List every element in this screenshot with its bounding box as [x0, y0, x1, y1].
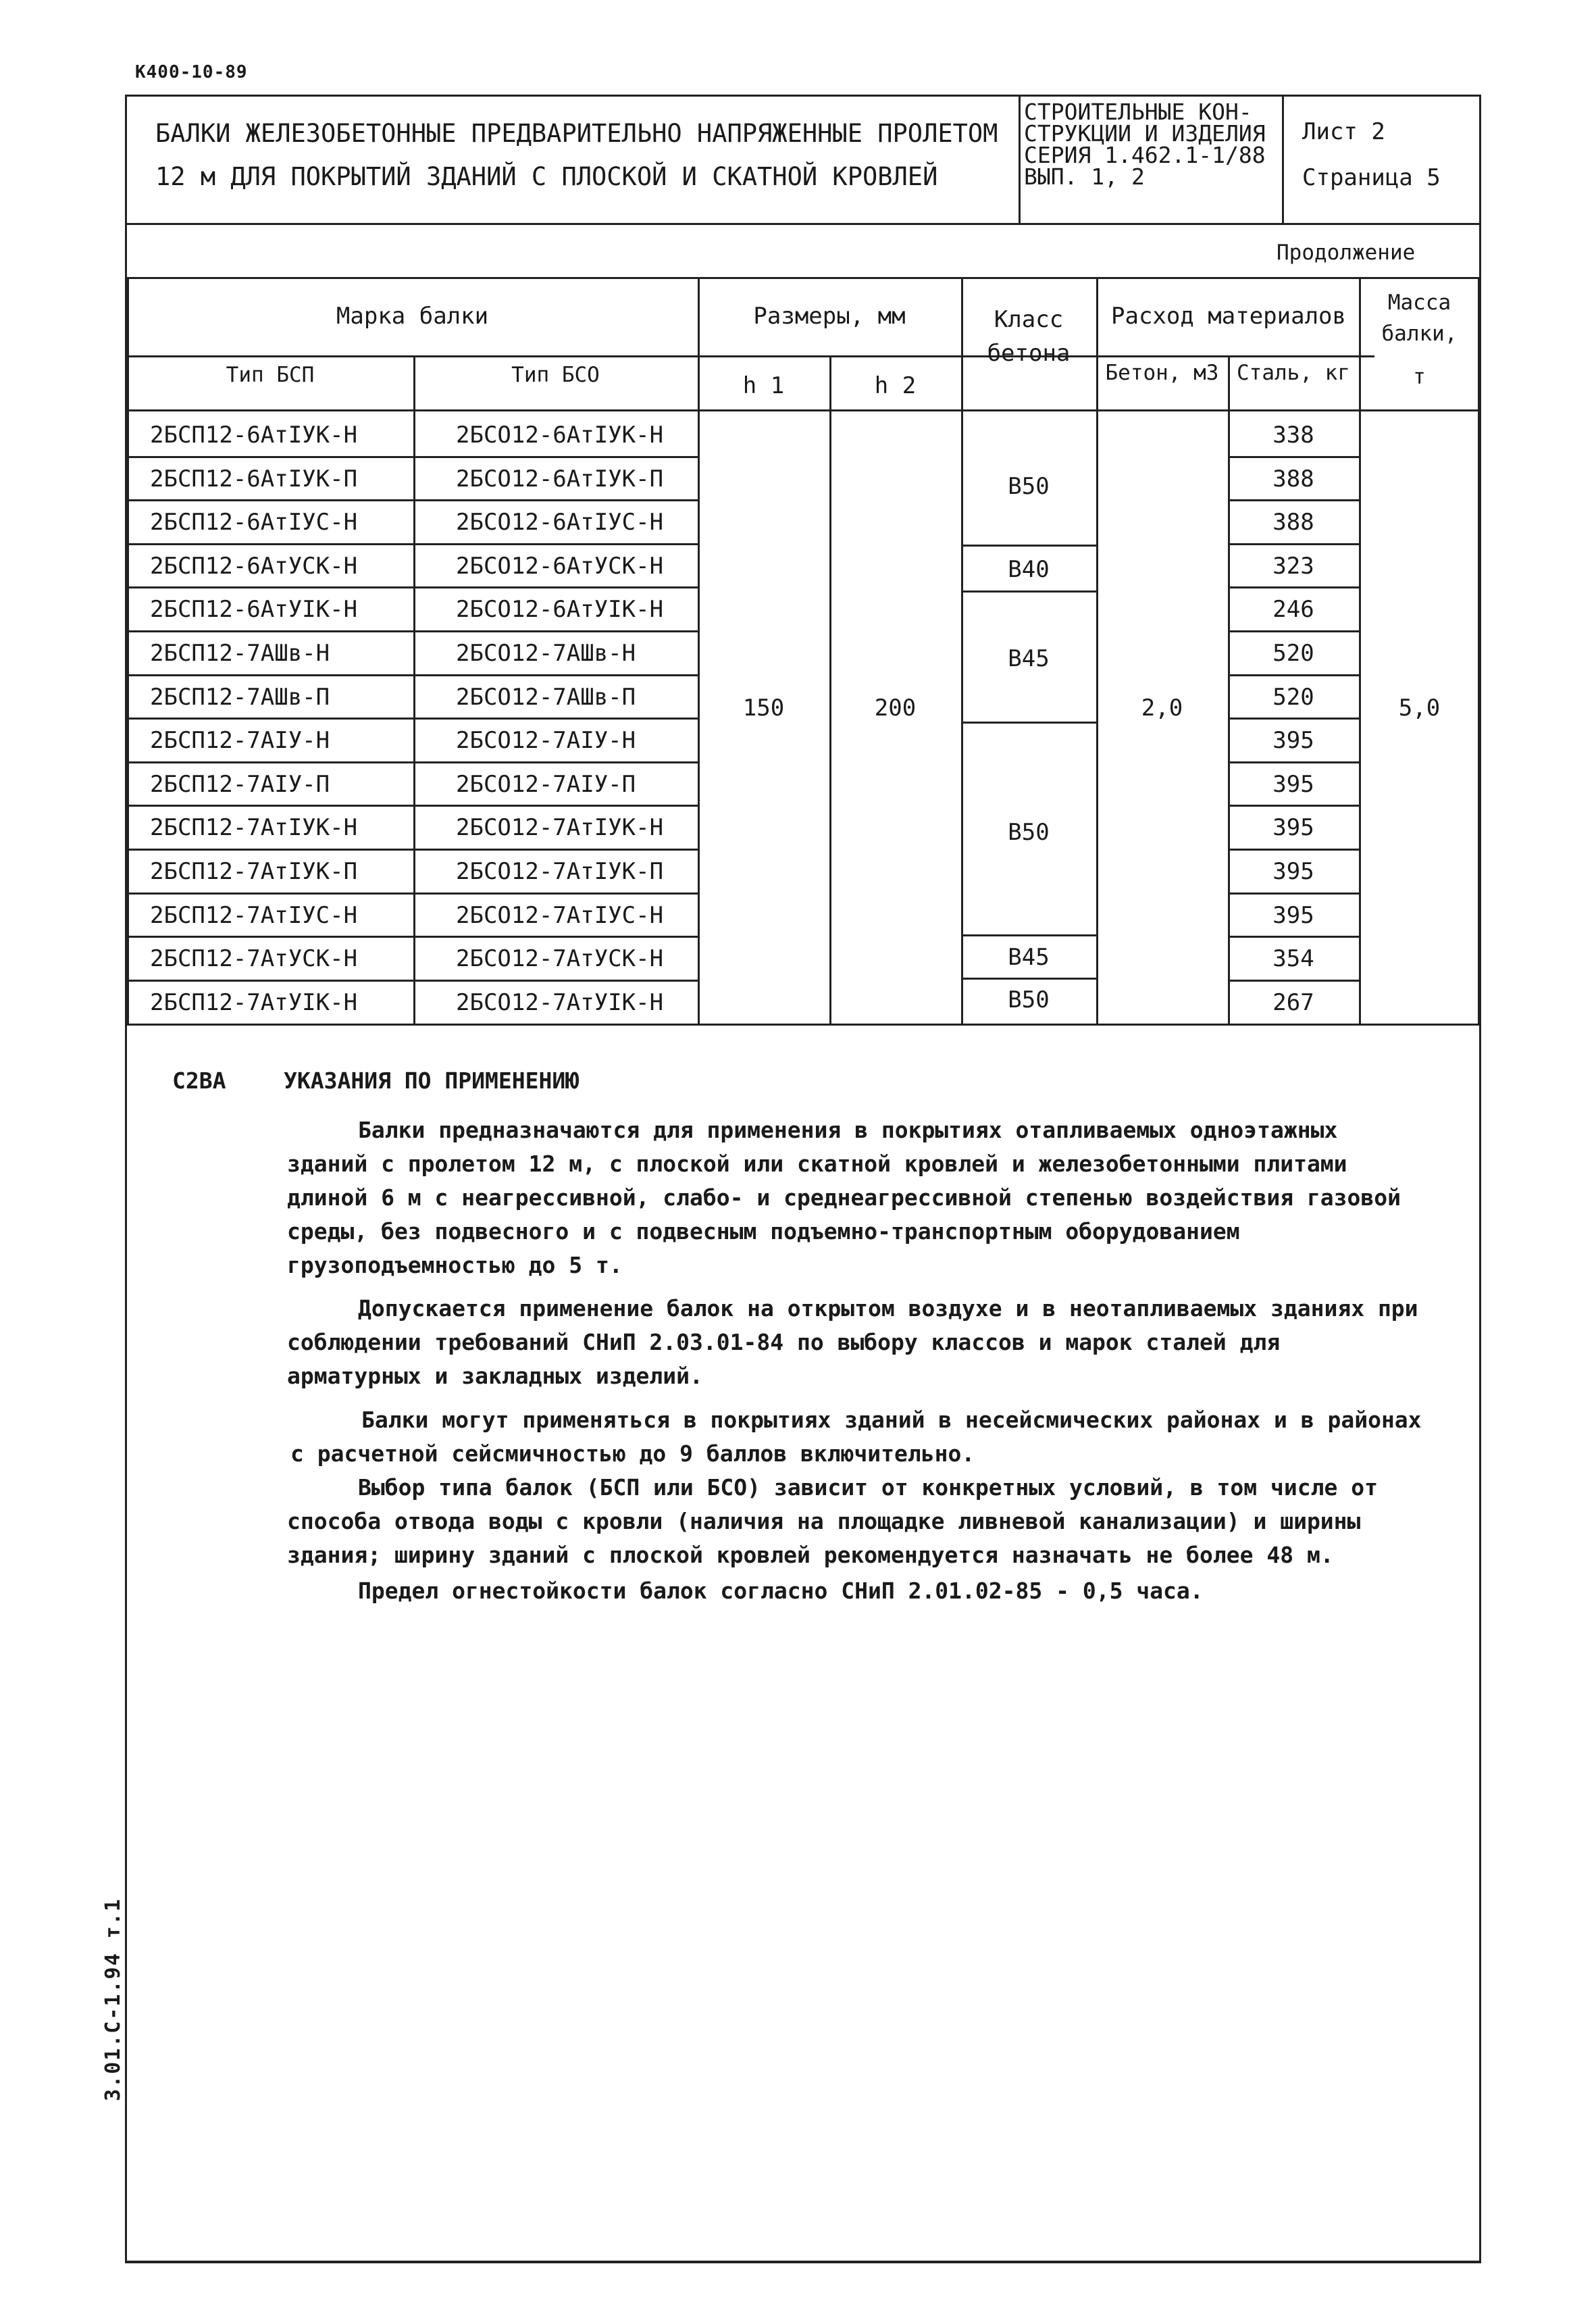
merged-h2: 200: [874, 695, 917, 722]
head-mass-unit: т: [1413, 365, 1426, 389]
row-8-steel: 395: [1272, 727, 1314, 755]
row-2-steel: 388: [1272, 465, 1314, 493]
series-line-2: СТРУКЦИИ И ИЗДЕЛИЯ: [1024, 120, 1266, 147]
class-group-6: В50: [1008, 986, 1050, 1013]
row-line-12: [127, 936, 700, 938]
row-2-bsp: 2БСП12-6АтIУК-П: [150, 465, 358, 493]
col-line-concrete: [1096, 277, 1098, 1024]
row-10-steel: 395: [1272, 814, 1314, 842]
row-4-bsp: 2БСП12-6АтУСК-Н: [150, 552, 358, 580]
row-line-1: [127, 456, 700, 458]
row-line-10: [127, 849, 700, 851]
head-mass: Масса балки,: [1381, 291, 1458, 346]
table-top-line: [125, 277, 1479, 279]
row-line-11: [127, 892, 700, 895]
side-code: 3.01.С-1.94 т.1: [101, 1898, 125, 2101]
document-code: К400-10-89: [135, 62, 248, 82]
steel-line-4: [1228, 586, 1361, 588]
table-bottom-line: [125, 1024, 1479, 1026]
row-14-steel: 267: [1272, 988, 1314, 1016]
series-line-1: СТРОИТЕЛЬНЫЕ КОН-: [1024, 99, 1252, 125]
class-group-5: В45: [1008, 944, 1050, 971]
class-group-line-4: [961, 934, 1096, 936]
row-7-steel: 520: [1272, 683, 1314, 711]
head-type-bso: Тип БСО: [511, 363, 600, 387]
class-group-line-5: [961, 978, 1096, 980]
row-2-bso: 2БСО12-6АтIУК-П: [456, 465, 664, 493]
header-bottom-line: [125, 223, 1479, 225]
row-6-bsp: 2БСП12-7АШв-Н: [150, 640, 330, 667]
steel-line-7: [1228, 718, 1361, 720]
row-1-bso: 2БСО12-6АтIУК-Н: [456, 422, 664, 449]
head-consumption: Расход материалов: [1111, 303, 1346, 330]
merged-concrete: 2,0: [1141, 695, 1183, 722]
row-3-bsp: 2БСП12-6АтIУС-Н: [150, 509, 358, 536]
title-line-2: 12 м ДЛЯ ПОКРЫТИЙ ЗДАНИЙ С ПЛОСКОЙ И СКАТНОЙ КРОВЛЕЙ: [155, 162, 938, 191]
head-concrete-class: Класс бетона: [987, 306, 1071, 367]
class-group-4: В50: [1008, 819, 1050, 846]
header-divider-1: [1019, 95, 1021, 225]
page-number: Страница 5: [1302, 164, 1441, 191]
steel-line-5: [1228, 630, 1361, 632]
row-4-bso: 2БСО12-6АтУСК-Н: [456, 552, 664, 580]
head-h1: h 1: [742, 372, 785, 399]
table-left-line: [127, 277, 129, 1024]
row-8-bso: 2БСО12-7АIУ-Н: [456, 727, 636, 755]
head-mark: Марка балки: [336, 303, 489, 330]
series-line-4: ВЫП. 1, 2: [1024, 164, 1145, 190]
row-line-8: [127, 761, 700, 763]
row-14-bsp: 2БСП12-7АтУIК-Н: [150, 988, 358, 1016]
head-type-bsp: Тип БСП: [226, 363, 315, 387]
steel-line-8: [1228, 761, 1361, 763]
steel-line-9: [1228, 805, 1361, 807]
table-head-bottom-line: [127, 409, 1478, 411]
row-11-bsp: 2БСП12-7АтIУК-П: [150, 858, 358, 885]
row-12-bsp: 2БСП12-7АтIУС-Н: [150, 901, 358, 929]
row-line-4: [127, 586, 700, 588]
row-14-bso: 2БСО12-7АтУIК-Н: [456, 988, 664, 1016]
row-13-steel: 354: [1272, 945, 1314, 973]
row-7-bsp: 2БСП12-7АШв-П: [150, 683, 330, 711]
note-paragraph-4: Выбор типа балок (БСП или БСО) зависит от конкретных условий, в том числе от способа отвода воды с кровли (наличия на площадке ливневой канализации) и ширины здания; ширину зданий с плоской кровлей рекомендуется назначать не более 48 м.: [287, 1474, 1378, 1568]
title-line-1: БАЛКИ ЖЕЛЕЗОБЕТОННЫЕ ПРЕДВАРИТЕЛЬНО НАПРЯЖЕННЫЕ ПРОЛЕТОМ: [155, 119, 998, 148]
head-dimensions: Размеры, мм: [753, 303, 906, 330]
row-line-7: [127, 718, 700, 720]
steel-line-2: [1228, 499, 1361, 501]
row-3-steel: 388: [1272, 509, 1314, 536]
steel-line-3: [1228, 543, 1361, 545]
row-9-bso: 2БСО12-7АIУ-П: [456, 770, 636, 798]
notes-title: УКАЗАНИЯ ПО ПРИМЕНЕНИЮ: [284, 1067, 580, 1094]
row-9-bsp: 2БСП12-7АIУ-П: [150, 770, 330, 798]
row-line-13: [127, 980, 700, 982]
row-13-bsp: 2БСП12-7АтУСК-Н: [150, 945, 358, 973]
merged-h1: 150: [742, 695, 785, 722]
note-paragraph-5: Предел огнестойкости балок согласно СНиП 2.01.02-85 - 0,5 часа.: [358, 1578, 1204, 1604]
row-11-steel: 395: [1272, 858, 1314, 885]
steel-line-10: [1228, 849, 1361, 851]
row-1-bsp: 2БСП12-6АтIУК-Н: [150, 422, 358, 449]
head-steel: Сталь, кг: [1237, 361, 1350, 385]
row-9-steel: 395: [1272, 770, 1314, 798]
table-right-line: [1478, 277, 1480, 1024]
sheet-number: Лист 2: [1302, 118, 1385, 145]
note-paragraph-1: Балки предназначаются для применения в покрытиях отапливаемых одноэтажных зданий с пролетом 12 м, с плоской или скатной кровлей и железобетонными плитами длиной 6 м с неагрессивной, слабо- и среднеагрессивной степенью воздействия газовой среды, без подвесного и с подвесным подъемно-транспортным оборудованием грузоподъемностью до 5 т.: [287, 1117, 1401, 1278]
row-line-2: [127, 499, 700, 501]
note-paragraph-3: Балки могут применяться в покрытиях зданий в несейсмических районах и в районах с расчетной сейсмичностью до 9 баллов включительно.: [290, 1407, 1422, 1467]
class-group-line-2: [961, 590, 1096, 593]
row-10-bsp: 2БСП12-7АтIУК-Н: [150, 814, 358, 842]
row-6-steel: 520: [1272, 640, 1314, 667]
steel-line-1: [1228, 456, 1361, 458]
row-12-bso: 2БСО12-7АтIУС-Н: [456, 901, 664, 929]
row-12-steel: 395: [1272, 901, 1314, 929]
row-13-bso: 2БСО12-7АтУСК-Н: [456, 945, 664, 973]
steel-line-11: [1228, 892, 1361, 895]
series-line-3: СЕРИЯ 1.462.1-1/88: [1024, 142, 1266, 168]
row-1-steel: 338: [1272, 422, 1314, 449]
notes-code: С2ВА: [172, 1067, 226, 1094]
row-5-bsp: 2БСП12-6АтУIК-Н: [150, 596, 358, 624]
row-5-steel: 246: [1272, 596, 1314, 624]
steel-line-12: [1228, 936, 1361, 938]
continuation-label: Продолжение: [1277, 241, 1416, 265]
row-7-bso: 2БСО12-7АШв-П: [456, 683, 636, 711]
class-group-line-1: [961, 545, 1096, 547]
class-group-2: В40: [1008, 556, 1050, 583]
steel-line-13: [1228, 980, 1361, 982]
head-h2: h 2: [874, 372, 917, 399]
class-group-3: В45: [1008, 645, 1050, 672]
consumption-subline: [1096, 355, 1361, 357]
row-8-bsp: 2БСП12-7АIУ-Н: [150, 727, 330, 755]
class-group-1: В50: [1008, 473, 1050, 500]
row-6-bso: 2БСО12-7АШв-Н: [456, 640, 636, 667]
col-line-h2: [829, 355, 831, 1024]
row-line-6: [127, 674, 700, 676]
row-4-steel: 323: [1272, 552, 1314, 580]
steel-line-6: [1228, 674, 1361, 676]
row-line-5: [127, 630, 700, 632]
header-divider-2: [1282, 95, 1284, 225]
class-group-line-3: [961, 722, 1096, 724]
row-10-bso: 2БСО12-7АтIУК-Н: [456, 814, 664, 842]
merged-mass: 5,0: [1398, 695, 1441, 722]
note-paragraph-2: Допускается применение балок на открытом воздухе и в неотапливаемых зданиях при соблюдении требований СНиП 2.03.01-84 по выбору классов и марок сталей для арматурных и закладных изделий.: [287, 1295, 1418, 1389]
row-3-bso: 2БСО12-6АтIУС-Н: [456, 509, 664, 536]
row-line-9: [127, 805, 700, 807]
row-11-bso: 2БСО12-7АтIУК-П: [456, 858, 664, 885]
row-5-bso: 2БСО12-6АтУIК-Н: [456, 596, 664, 624]
head-concrete: Бетон, м3: [1105, 361, 1219, 385]
row-line-3: [127, 543, 700, 545]
